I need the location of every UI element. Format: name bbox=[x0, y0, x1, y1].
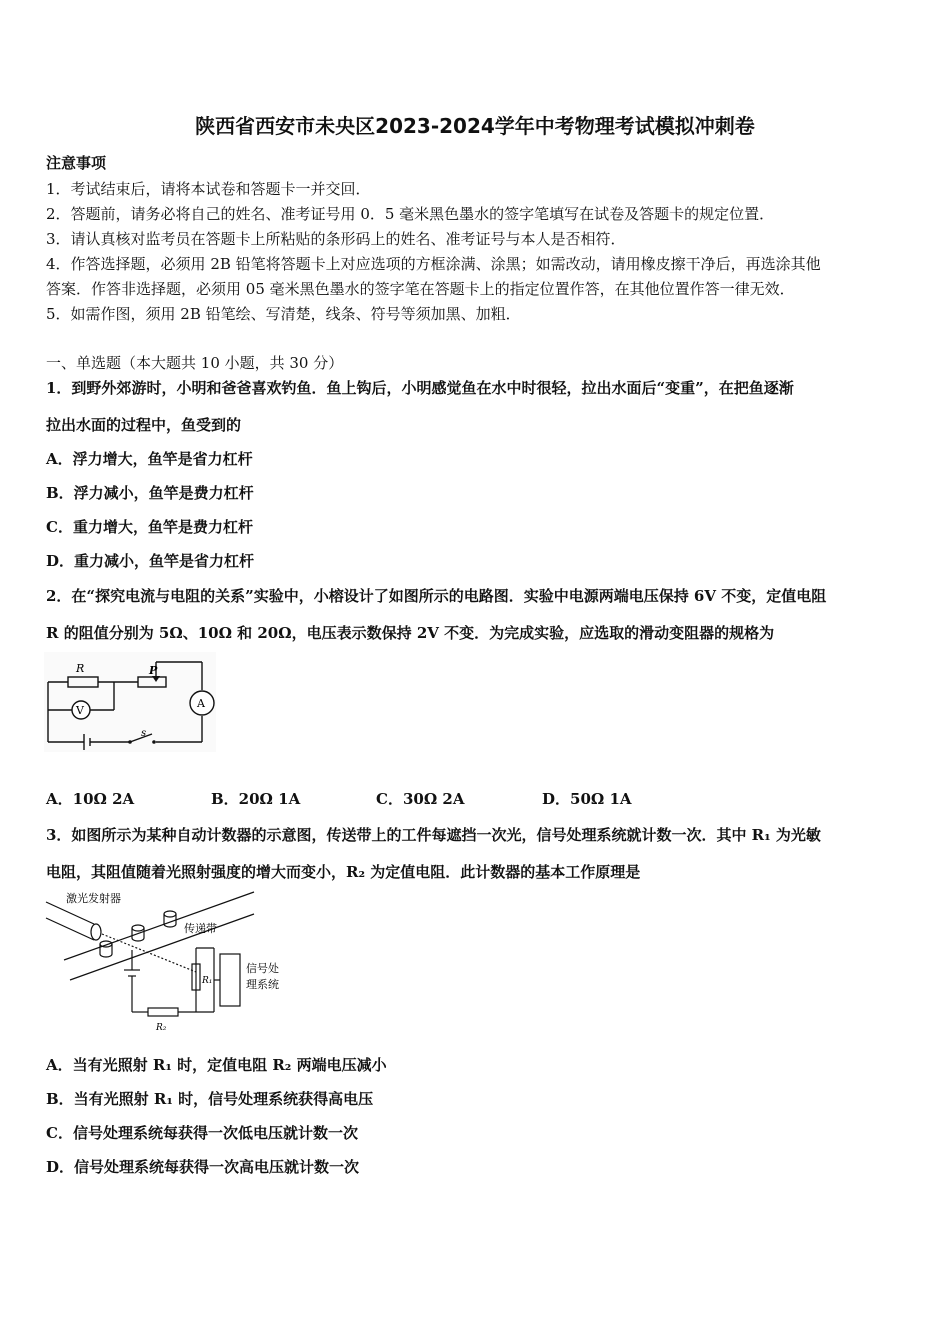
label-v: V bbox=[76, 704, 84, 717]
q3-stem-line1: 3．如图所示为某种自动计数器的示意图，传送带上的工件每遮挡一次光，信号处理系统就计数一次．其中 R₁ 为光敏 bbox=[46, 826, 821, 844]
notice-item: 4．作答选择题，必须用 2B 铅笔将答题卡上对应选项的方框涂满、涂黑；如需改动，请用橡皮擦干净后，再选涂其他 bbox=[46, 255, 821, 273]
notice-item: 5．如需作图，须用 2B 铅笔绘、写清楚，线条、符号等须加黑、加粗． bbox=[46, 305, 521, 323]
notice-heading: 注意事项 bbox=[46, 154, 107, 172]
label-signal-2: 理系统 bbox=[246, 978, 279, 991]
q2-option-d: D．50Ω 1A bbox=[542, 790, 632, 808]
q3-counter-diagram bbox=[44, 888, 304, 1038]
q2-option-c: C．30Ω 2A bbox=[376, 790, 465, 808]
notice-item: 答案．作答非选择题，必须用 05 毫米黑色墨水的签字笔在答题卡上的指定位置作答，在其他位置作答一律无效． bbox=[46, 280, 795, 298]
label-s: s bbox=[141, 728, 147, 739]
q3-option-c: C．信号处理系统每获得一次低电压就计数一次 bbox=[46, 1124, 358, 1142]
q2-option-a: A．10Ω 2A bbox=[46, 790, 135, 808]
q3-option-d: D．信号处理系统每获得一次高电压就计数一次 bbox=[46, 1158, 360, 1176]
q2-circuit-diagram bbox=[44, 652, 216, 752]
label-r2: R₂ bbox=[156, 1023, 167, 1033]
q2-stem-line2: R 的阻值分别为 5Ω、10Ω 和 20Ω，电压表示数保持 2V 不变．为完成实验，应选取的滑动变阻器的规格为 bbox=[46, 624, 775, 642]
notice-item: 3．请认真核对监考员在答题卡上所粘贴的条形码上的姓名、准考证号与本人是否相符． bbox=[46, 230, 626, 248]
signal-system-box bbox=[220, 954, 240, 1006]
label-p: P bbox=[149, 664, 158, 677]
q1-option-a: A．浮力增大，鱼竿是省力杠杆 bbox=[46, 450, 253, 468]
label-r: R bbox=[76, 662, 85, 675]
section-heading: 一、单选题（本大题共 10 小题，共 30 分） bbox=[46, 354, 344, 372]
notice-item: 2．答题前，请务必将自己的姓名、准考证号用 0．5 毫米黑色墨水的签字笔填写在试卷及答题卡的规定位置． bbox=[46, 205, 775, 223]
page-title: 陕西省西安市未央区2023-2024学年中考物理考试模拟冲刺卷 bbox=[195, 114, 755, 138]
notice-item: 1．考试结束后，请将本试卷和答题卡一并交回． bbox=[46, 180, 371, 198]
label-r1: R₁ bbox=[202, 976, 213, 986]
q1-option-d: D．重力减小，鱼竿是省力杠杆 bbox=[46, 552, 255, 570]
q3-option-b: B．当有光照射 R₁ 时，信号处理系统获得高电压 bbox=[46, 1090, 374, 1108]
q3-stem-line2: 电阻，其阻值随着光照射强度的增大而变小，R₂ 为定值电阻．此计数器的基本工作原理是 bbox=[46, 863, 641, 881]
q1-stem-line2: 拉出水面的过程中，鱼受到的 bbox=[46, 416, 242, 434]
q1-stem-line1: 1．到野外郊游时，小明和爸爸喜欢钓鱼．鱼上钩后，小明感觉鱼在水中时很轻，拉出水面后“变重”，在把鱼逐渐 bbox=[46, 379, 794, 397]
label-signal-1: 信号处 bbox=[246, 962, 279, 975]
q2-stem-line1: 2．在“探究电流与电阻的关系”实验中，小榕设计了如图所示的电路图．实验中电源两端电压保持 6V 不变，定值电阻 bbox=[46, 587, 827, 605]
q1-option-c: C．重力增大，鱼竿是费力杠杆 bbox=[46, 518, 253, 536]
label-belt: 传递带 bbox=[184, 922, 217, 935]
q2-option-b: B．20Ω 1A bbox=[211, 790, 301, 808]
label-a: A bbox=[197, 697, 205, 710]
q3-option-a: A．当有光照射 R₁ 时，定值电阻 R₂ 两端电压减小 bbox=[46, 1056, 387, 1074]
q1-option-b: B．浮力减小，鱼竿是费力杠杆 bbox=[46, 484, 254, 502]
label-laser: 激光发射器 bbox=[66, 892, 121, 905]
